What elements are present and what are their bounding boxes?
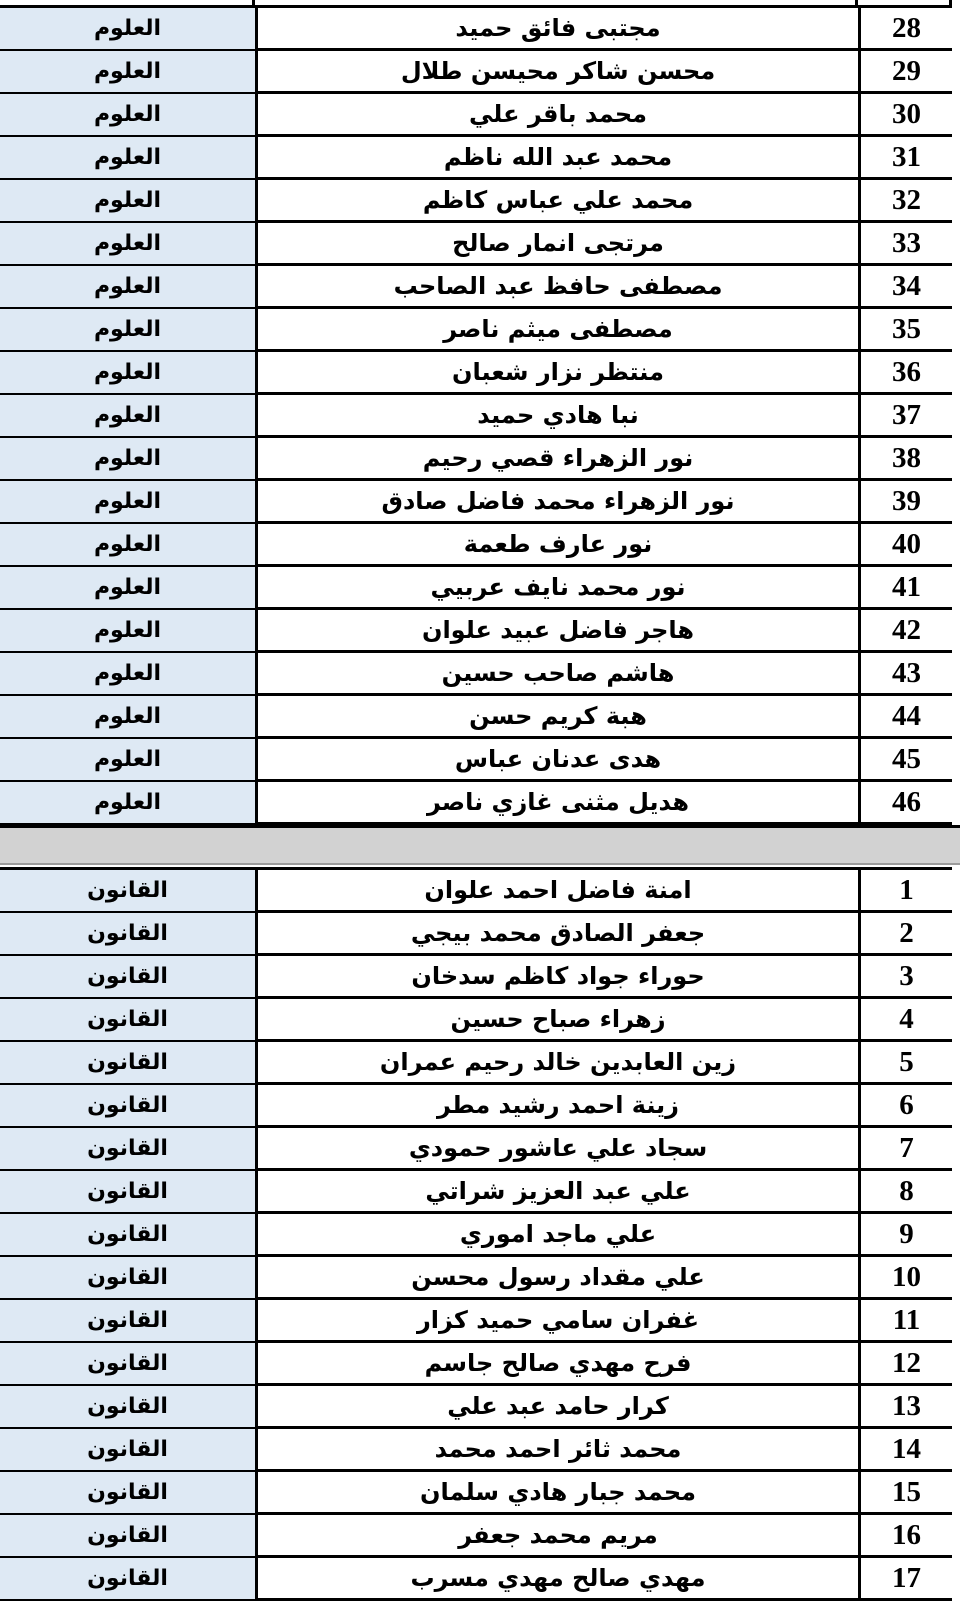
table-row — [0, 1128, 952, 1171]
number-cell: 36 — [858, 352, 952, 395]
table-row — [0, 266, 952, 309]
department-cell: القانون — [0, 1515, 255, 1558]
number-cell: 12 — [858, 1343, 952, 1386]
department-cell: القانون — [0, 1085, 255, 1128]
table-row — [0, 94, 952, 137]
column-border-stub — [949, 0, 952, 5]
number-cell: 43 — [858, 653, 952, 696]
table-row — [0, 653, 952, 696]
number-cell: 41 — [858, 567, 952, 610]
department-section-1 — [0, 5, 952, 825]
table-row — [0, 1429, 952, 1472]
table-row — [0, 1042, 952, 1085]
department-cell: القانون — [0, 870, 255, 913]
number-cell: 31 — [858, 137, 952, 180]
table-row — [0, 8, 952, 51]
number-cell: 33 — [858, 223, 952, 266]
table-row — [0, 956, 952, 999]
number-cell: 39 — [858, 481, 952, 524]
number-cell: 16 — [858, 1515, 952, 1558]
number-cell: 35 — [858, 309, 952, 352]
department-section-2 — [0, 867, 952, 1601]
department-cell: العلوم — [0, 524, 255, 567]
department-cell: القانون — [0, 1128, 255, 1171]
column-border-stub — [252, 0, 255, 5]
table-row — [0, 782, 952, 825]
department-cell: العلوم — [0, 567, 255, 610]
name-cell: نور عارف طعمة — [255, 524, 858, 567]
name-cell: هدى عدنان عباس — [255, 739, 858, 782]
number-cell: 34 — [858, 266, 952, 309]
number-cell: 30 — [858, 94, 952, 137]
table-row — [0, 696, 952, 739]
table-row — [0, 999, 952, 1042]
name-cell: محمد عبد الله ناظم — [255, 137, 858, 180]
department-cell: العلوم — [0, 309, 255, 352]
name-cell: جعفر الصادق محمد بيجي — [255, 913, 858, 956]
department-cell: العلوم — [0, 352, 255, 395]
table-row — [0, 739, 952, 782]
table-row — [0, 1257, 952, 1300]
name-cell: كرار حامد عبد علي — [255, 1386, 858, 1429]
number-cell: 40 — [858, 524, 952, 567]
department-cell: القانون — [0, 1343, 255, 1386]
department-cell: العلوم — [0, 739, 255, 782]
table-row — [0, 1171, 952, 1214]
name-cell: محسن شاكر محيسن طلال — [255, 51, 858, 94]
number-cell: 11 — [858, 1300, 952, 1343]
department-cell: القانون — [0, 913, 255, 956]
table-row — [0, 1343, 952, 1386]
name-cell: نبا هادي حميد — [255, 395, 858, 438]
table-row — [0, 1472, 952, 1515]
number-cell: 14 — [858, 1429, 952, 1472]
department-cell: العلوم — [0, 180, 255, 223]
name-cell: فرح مهدي صالح جاسم — [255, 1343, 858, 1386]
department-cell: العلوم — [0, 438, 255, 481]
table-row — [0, 395, 952, 438]
department-cell: القانون — [0, 999, 255, 1042]
department-cell: العلوم — [0, 8, 255, 51]
department-cell: القانون — [0, 1472, 255, 1515]
number-cell: 8 — [858, 1171, 952, 1214]
name-cell: مهدي صالح مهدي مسرب — [255, 1558, 858, 1601]
name-cell: منتظر نزار شعبان — [255, 352, 858, 395]
number-cell: 15 — [858, 1472, 952, 1515]
number-cell: 32 — [858, 180, 952, 223]
number-cell: 3 — [858, 956, 952, 999]
name-cell: نور محمد نايف عربيي — [255, 567, 858, 610]
name-cell: هاشم صاحب حسين — [255, 653, 858, 696]
department-cell: العلوم — [0, 266, 255, 309]
name-cell: مجتبى فائق حميد — [255, 8, 858, 51]
name-cell: زهراء صباح حسين — [255, 999, 858, 1042]
number-cell: 9 — [858, 1214, 952, 1257]
table-row — [0, 309, 952, 352]
number-cell: 17 — [858, 1558, 952, 1601]
department-cell: العلوم — [0, 395, 255, 438]
table-row — [0, 567, 952, 610]
table-row — [0, 223, 952, 266]
number-cell: 2 — [858, 913, 952, 956]
name-cell: مصطفى حافظ عبد الصاحب — [255, 266, 858, 309]
table-row — [0, 1085, 952, 1128]
department-cell: العلوم — [0, 94, 255, 137]
table-row — [0, 438, 952, 481]
number-cell: 1 — [858, 870, 952, 913]
table-row — [0, 1515, 952, 1558]
table-row — [0, 1386, 952, 1429]
department-cell: العلوم — [0, 481, 255, 524]
department-cell: القانون — [0, 1214, 255, 1257]
table-row — [0, 352, 952, 395]
column-border-stub — [855, 0, 858, 5]
table-sections — [0, 5, 960, 1601]
name-cell: امنة فاضل احمد علوان — [255, 870, 858, 913]
number-cell: 29 — [858, 51, 952, 94]
department-cell: القانون — [0, 1300, 255, 1343]
name-cell: سجاد علي عاشور حمودي — [255, 1128, 858, 1171]
department-cell: القانون — [0, 1042, 255, 1085]
number-cell: 6 — [858, 1085, 952, 1128]
department-cell: العلوم — [0, 137, 255, 180]
department-cell: القانون — [0, 1558, 255, 1601]
table-row — [0, 1214, 952, 1257]
table-top-cut-row — [0, 0, 952, 5]
department-cell: العلوم — [0, 51, 255, 94]
name-cell: زينة احمد رشيد مطر — [255, 1085, 858, 1128]
name-cell: مريم محمد جعفر — [255, 1515, 858, 1558]
number-cell: 7 — [858, 1128, 952, 1171]
department-cell: العلوم — [0, 223, 255, 266]
table-row — [0, 1300, 952, 1343]
department-cell: القانون — [0, 1171, 255, 1214]
name-cell: علي ماجد اموري — [255, 1214, 858, 1257]
table-row — [0, 51, 952, 94]
number-cell: 45 — [858, 739, 952, 782]
department-cell: العلوم — [0, 653, 255, 696]
department-cell: العلوم — [0, 782, 255, 825]
name-cell: هديل مثنى غازي ناصر — [255, 782, 858, 825]
name-cell: مصطفى ميثم ناصر — [255, 309, 858, 352]
table-row — [0, 524, 952, 567]
number-cell: 38 — [858, 438, 952, 481]
table-row — [0, 913, 952, 956]
name-cell: محمد جبار هادي سلمان — [255, 1472, 858, 1515]
table-row — [0, 481, 952, 524]
department-cell: العلوم — [0, 610, 255, 653]
number-cell: 5 — [858, 1042, 952, 1085]
table-row — [0, 137, 952, 180]
department-cell: القانون — [0, 1429, 255, 1472]
table-row — [0, 610, 952, 653]
department-cell: القانون — [0, 1386, 255, 1429]
name-cell: زين العابدين خالد رحيم عمران — [255, 1042, 858, 1085]
name-cell: غفران سامي حميد كزار — [255, 1300, 858, 1343]
table-row — [0, 180, 952, 223]
department-cell: القانون — [0, 1257, 255, 1300]
table-row — [0, 870, 952, 913]
department-cell: القانون — [0, 956, 255, 999]
table-row — [0, 1558, 952, 1601]
name-cell: مرتجى انمار صالح — [255, 223, 858, 266]
name-cell: هاجر فاضل عبيد علوان — [255, 610, 858, 653]
section-separator-band — [0, 825, 960, 865]
name-cell: علي مقداد رسول محسن — [255, 1257, 858, 1300]
number-cell: 46 — [858, 782, 952, 825]
name-cell: هبة كريم حسن — [255, 696, 858, 739]
number-cell: 44 — [858, 696, 952, 739]
number-cell: 10 — [858, 1257, 952, 1300]
number-cell: 28 — [858, 8, 952, 51]
number-cell: 37 — [858, 395, 952, 438]
name-cell: نور الزهراء محمد فاضل صادق — [255, 481, 858, 524]
name-cell: محمد ثائر احمد محمد — [255, 1429, 858, 1472]
name-cell: محمد باقر علي — [255, 94, 858, 137]
number-cell: 13 — [858, 1386, 952, 1429]
department-cell: العلوم — [0, 696, 255, 739]
name-cell: نور الزهراء قصي رحيم — [255, 438, 858, 481]
name-cell: محمد علي عباس كاظم — [255, 180, 858, 223]
name-cell: علي عبد العزيز شراتي — [255, 1171, 858, 1214]
number-cell: 4 — [858, 999, 952, 1042]
name-cell: حوراء جواد كاظم سدخان — [255, 956, 858, 999]
number-cell: 42 — [858, 610, 952, 653]
